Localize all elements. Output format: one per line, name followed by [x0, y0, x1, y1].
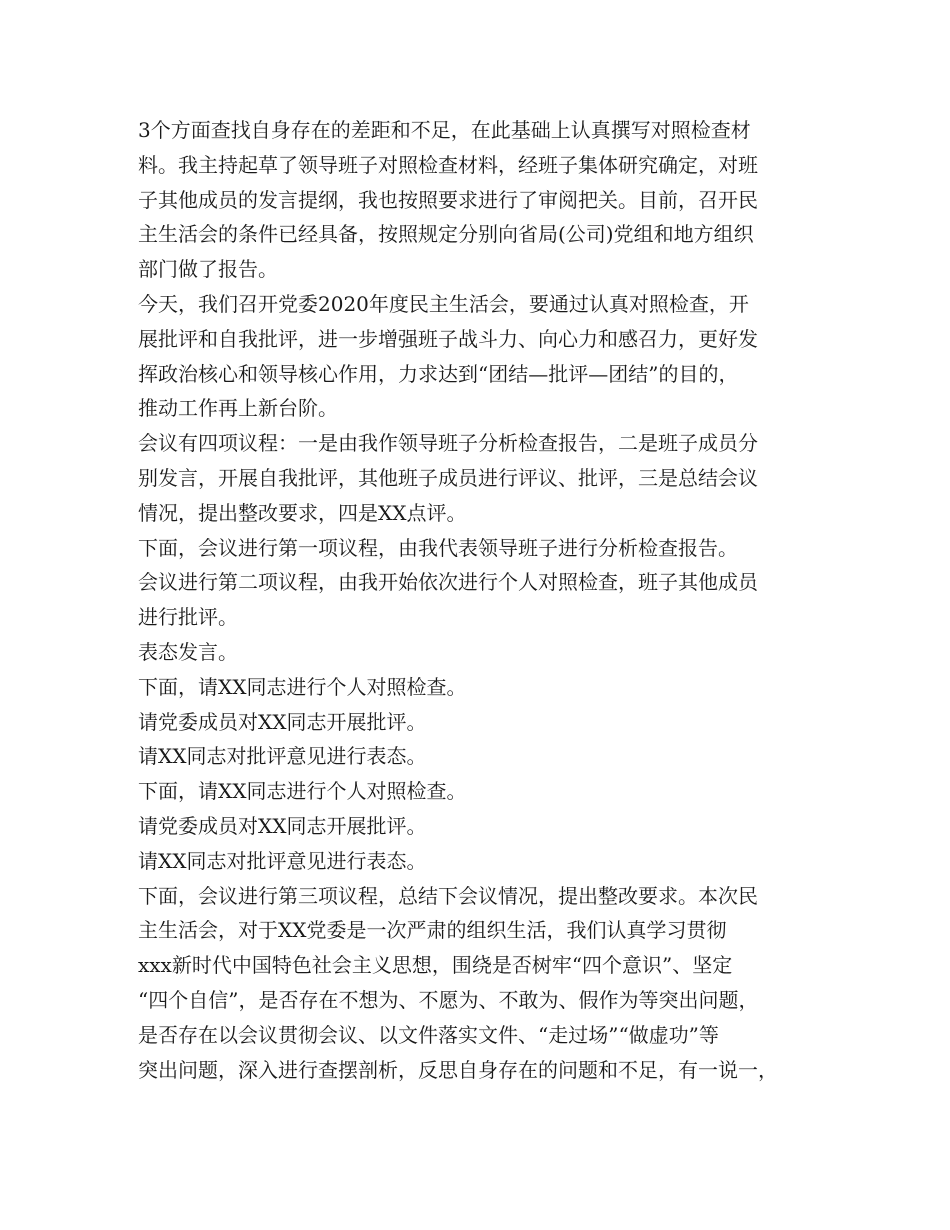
text-line: 下面，请XX同志进行个人对照检查。 [138, 674, 467, 699]
text-line: 下面，请XX同志进行个人对照检查。 [138, 779, 467, 804]
text-line: 挥政治核心和领导核心作用，力求达到“团结—批评—团结”的目的， [138, 361, 739, 386]
text-line: 是否存在以会议贯彻会议、以文件落实文件、“走过场”“做虚功”等 [138, 1022, 719, 1047]
text-line: 请党委成员对XX同志开展批评。 [138, 813, 427, 838]
paragraph-agenda [138, 426, 828, 530]
text-line: 会议进行第二项议程，由我开始依次进行个人对照检查，班子其他成员 [138, 570, 758, 595]
text-line: “四个自信”，是否存在不想为、不愿为、不敢为、假作为等突出问题， [138, 987, 759, 1012]
text-line: 下面，会议进行第一项议程，由我代表领导班子进行分析检查报告。 [138, 535, 738, 560]
text-line: 子其他成员的发言提纲，我也按照要求进行了审阅把关。目前，召开民 [138, 187, 758, 212]
document-body [138, 113, 828, 1087]
paragraph-preparation [138, 113, 828, 287]
text-line: 部门做了报告。 [138, 257, 278, 282]
text-line: 突出问题，深入进行查摆剖析，反思自身存在的问题和不足，有一说一， [138, 1057, 778, 1082]
text-line: 展批评和自我批评，进一步增强班子战斗力、向心力和感召力，更好发 [138, 326, 758, 351]
text-line: 今天，我们召开党委2020年度民主生活会，要通过认真对照检查，开 [138, 291, 749, 316]
paragraph-criticism-2 [138, 809, 828, 844]
paragraph-criticism-1 [138, 705, 828, 740]
text-line: 请XX同志对批评意见进行表态。 [138, 848, 427, 873]
paragraph-self-check-2 [138, 774, 828, 809]
text-line: 请XX同志对批评意见进行表态。 [138, 744, 427, 769]
text-line: 进行批评。 [138, 605, 238, 630]
text-line: 主生活会，对于XX党委是一次严肃的组织生活，我们认真学习贯彻 [138, 918, 727, 943]
text-line: 主生活会的条件已经具备，按照规定分别向省局(公司)党组和地方组织 [138, 222, 754, 247]
paragraph-response-2 [138, 844, 828, 879]
text-line: 下面，会议进行第三项议程，总结下会议情况，提出整改要求。本次民 [138, 883, 758, 908]
paragraph-response-1 [138, 739, 828, 774]
text-line: 料。我主持起草了领导班子对照检查材料，经班子集体研究确定，对班 [138, 152, 758, 177]
paragraph-statement [138, 635, 828, 670]
text-line: 别发言，开展自我批评，其他班子成员进行评议、批评，三是总结会议 [138, 465, 758, 490]
paragraph-agenda-item-2 [138, 565, 828, 635]
text-line: 推动工作再上新台阶。 [138, 396, 338, 421]
text-line: 情况，提出整改要求，四是XX点评。 [138, 500, 467, 525]
text-line: 会议有四项议程：一是由我作领导班子分析检查报告，二是班子成员分 [138, 431, 758, 456]
text-line: 请党委成员对XX同志开展批评。 [138, 709, 427, 734]
paragraph-self-check-1 [138, 670, 828, 705]
text-line: 3个方面查找自身存在的差距和不足，在此基础上认真撰写对照检查材 [138, 118, 751, 142]
text-line: 表态发言。 [138, 639, 238, 664]
paragraph-agenda-item-1 [138, 531, 828, 566]
text-line: xxx新时代中国特色社会主义思想，围绕是否树牢“四个意识”、坚定 [138, 953, 733, 978]
paragraph-meeting-purpose [138, 287, 828, 426]
paragraph-agenda-item-3 [138, 879, 828, 1088]
